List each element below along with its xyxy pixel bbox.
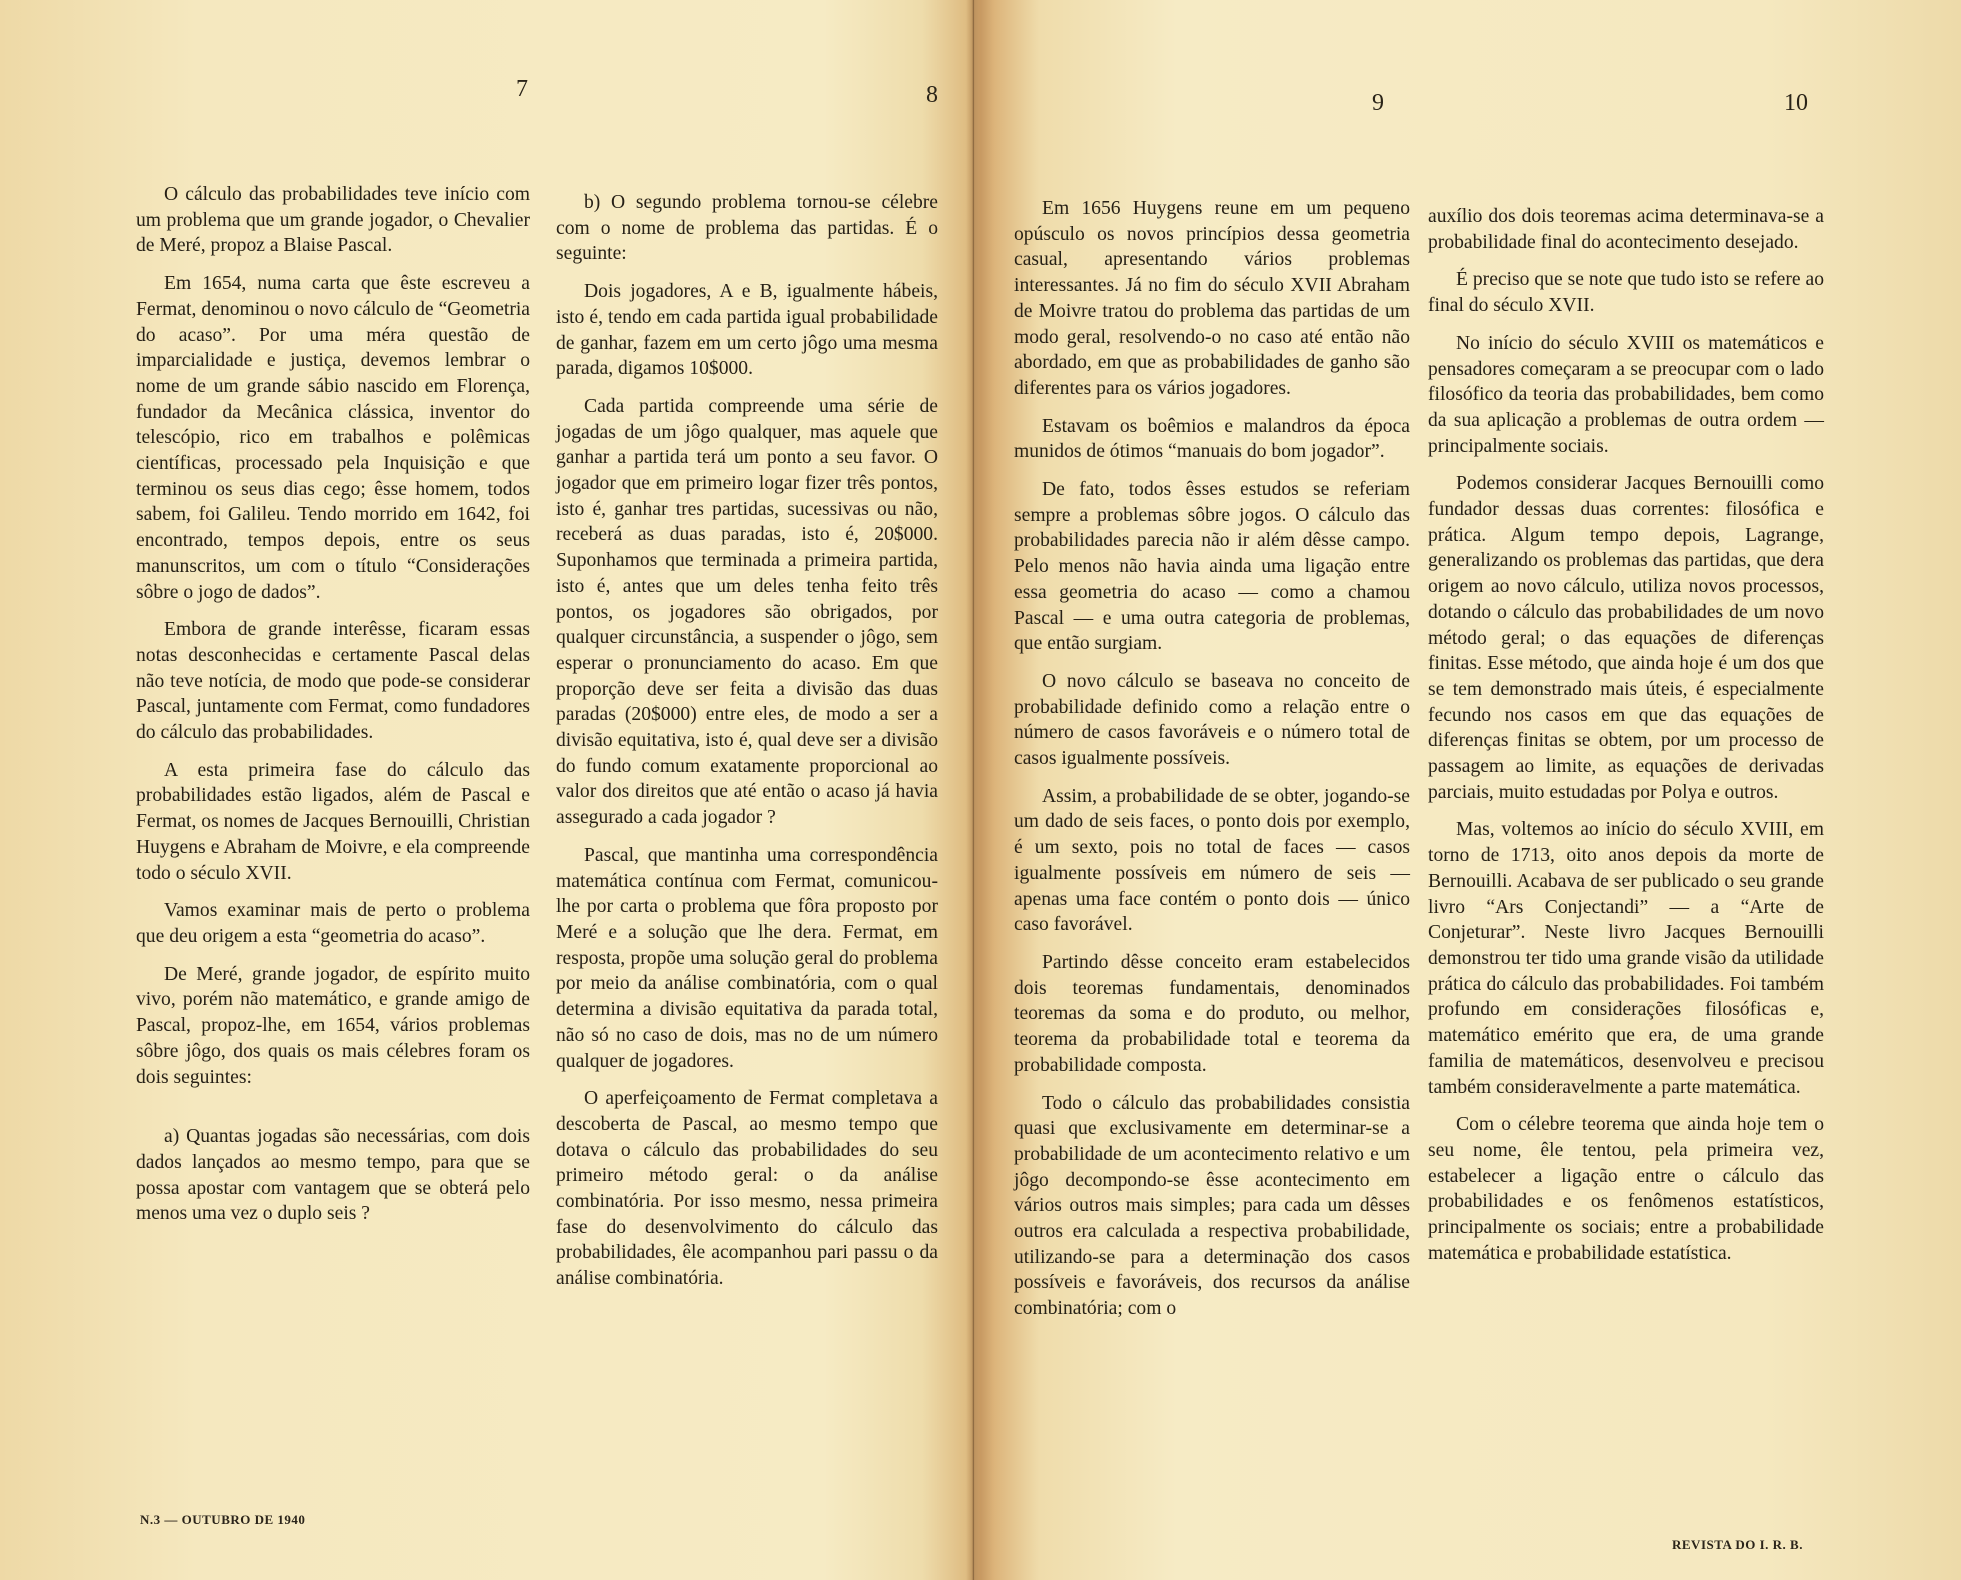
- paragraph: Embora de grande interêsse, ficaram essas notas desconhecidas e certamente Pascal delas não teve notícia, de modo que pode-se considerar Pascal, juntamente com Fermat, como fundadores do cálculo das probabilidades.: [136, 619, 530, 744]
- paragraph-item-b: b) O segundo problema tornou-se célebre com o nome de problema das partidas. É o seguinte:: [556, 192, 938, 265]
- paragraph: Em 1654, numa carta que êste escreveu a Fermat, denominou o novo cálculo de “Geometria do acaso”. Por uma méra questão de imparcialidade e justiça, devemos lembrar o nome de um grande sábio nascido em Florença, fundador da Mecânica clássica, inventor do telescópio, rico em trabalhos e polêmicas científicas, processado pela Inquisição e que terminou os seus dias cego; êsse homem, todos sabem, foi Galileu. Tendo morrido em 1642, foi encontrado, tempos depois, entre os seus manunscritos, um com o título “Considerações sôbre o jogo de dados”.: [136, 273, 530, 603]
- paragraph: É preciso que se note que tudo isto se refere ao final do século XVII.: [1428, 269, 1824, 317]
- paragraph: De fato, todos êsses estudos se referiam sempre a problemas sôbre jogos. O cálculo das probabilidades parecia não ir além dêsse campo. Pelo menos não havia ainda uma ligação entre essa geometria do acaso — como a chamou Pascal — e uma outra categoria de problemas, que então surgiam.: [1014, 479, 1410, 655]
- paragraph: O aperfeiçoamento de Fermat completava a descoberta de Pascal, ao mesmo tempo que dotava o cálculo das probabilidades do seu primeiro método geral: o da análise combinatória. Por isso mesmo, nessa primeira fase do desenvolvimento do cálculo das probabilidades, êle acompanhou pari passu o da análise combinatória.: [556, 1088, 938, 1290]
- paragraph: Todo o cálculo das probabilidades consistia quasi que exclusivamente em determinar-se a probabilidade de um acontecimento relativo e um jôgo decompondo-se êsse acontecimento em vários outros mais simples; para cada um dêsses outros era calculada a respectiva probabilidade, utilizando-se para a determinação dos casos possíveis e favoráveis, dos recursos da análise combinatória; com o: [1014, 1092, 1410, 1320]
- paragraph: Dois jogadores, A e B, igualmente hábeis, isto é, tendo em cada partida igual probabilidade de ganhar, fazem em um certo jôgo uma mesma parada, digamos 10$000.: [556, 281, 938, 380]
- paragraph: O cálculo das probabilidades teve início com um problema que um grande jogador, o Chevalier de Meré, propoz a Blaise Pascal.: [136, 184, 530, 257]
- paragraph: De Meré, grande jogador, de espírito muito vivo, porém não matemático, e grande amigo de Pascal, propoz-lhe, em 1654, vários problemas sôbre jôgo, dos quais os mais célebres foram os dois seguintes:: [136, 963, 530, 1088]
- paragraph: auxílio dos dois teoremas acima determinava-se a probabilidade final do acontecimento desejado.: [1428, 206, 1824, 253]
- page-gutter: [966, 0, 980, 1580]
- paragraph: Cada partida compreende uma série de jogadas de um jôgo qualquer, mas aquele que ganhar a partida terá um ponto a seu favor. O jogador que em primeiro logar fizer três pontos, isto é, ganhar tres partidas, sucessivas ou não, receberá as duas paradas, isto é, 20$000. Suponhamos que terminada a primeira partida, isto é, antes que um deles tenha feito três pontos, os jogadores são obrigados, por qualquer circunstância, a suspender o jôgo, sem esperar o pronunciamento do acaso. Em que proporção deve ser feita a divisão das duas paradas (20$000) entre eles, de modo a ser a divisão equitativa, isto é, qual deve ser a divisão do fundo comum exatamente proporcional ao valor dos direitos que até então o acaso já havia assegurado a cada jogador ?: [556, 395, 938, 829]
- column-page-9: [1014, 196, 1410, 1322]
- paragraph: Podemos considerar Jacques Bernouilli como fundador dessas duas correntes: filosófica e prática. Algum tempo depois, Lagrange, generalizando os problemas das partidas, que dera origem ao novo cálculo, utiliza novos processos, dotando o cálculo das probabilidades de um novo método geral; o das equações de diferenças finitas. Esse método, que ainda hoje é um dos que se tem demonstrado mais úteis, é especialmente fecundo nos casos em que das equações de diferenças finitas se obtem, por um processo de passagem ao limite, as equações de derivadas parciais, muito estudadas por Polya e outros.: [1428, 473, 1824, 803]
- paragraph: O novo cálculo se baseava no conceito de probabilidade definido como a relação entre o número de casos favoráveis e o número total de casos igualmente possíveis.: [1014, 670, 1410, 770]
- paragraph-item-a: a) Quantas jogadas são necessárias, com dois dados lançados ao mesmo tempo, para que se possa apostar com vantagem que se obterá pelo menos uma vez o duplo seis ?: [136, 1126, 530, 1225]
- paragraph: Com o célebre teorema que ainda hoje tem o seu nome, êle tentou, pela primeira vez, estabelecer a ligação entre o cálculo das probabilidades e os fenômenos estatísticos, principalmente os sociais; entre a probabilidade matemática e probabilidade estatística.: [1428, 1114, 1824, 1264]
- column-page-8: [556, 190, 938, 1292]
- paragraph: Pascal, que mantinha uma correspondência matemática contínua com Fermat, comunicou-lhe por carta o problema que fôra proposto por Meré e a solução que lhe dera. Fermat, em resposta, propõe uma solução geral do problema por meio da análise combinatória, com o qual determina a divisão equitativa da parada total, não só no caso de dois, mas no de um número qualquer de jogadores.: [556, 844, 938, 1072]
- page-number-7: 7: [516, 76, 528, 102]
- paragraph: Em 1656 Huygens reune em um pequeno opúsculo os novos princípios dessa geometria casual, apresentando vários problemas interessantes. Já no fim do século XVII Abraham de Moivre tratou do problema das partidas de um modo geral, resolvendo-o no caso até então não abordado, em que as probabilidades de ganho são diferentes para os vários jogadores.: [1014, 198, 1410, 399]
- paragraph: Partindo dêsse conceito eram estabelecidos dois teoremas fundamentais, denominados teoremas da soma e do produto, ou melhor, teorema da probabilidade total e teorema da probabilidade composta.: [1014, 951, 1410, 1076]
- paragraph: Mas, voltemos ao início do século XVIII, em torno de 1713, oito anos depois da morte de Bernouilli. Acabava de ser publicado o seu grande livro “Ars Conjectandi” — a “Arte de Conjeturar”. Neste livro Jacques Bernouilli demonstrou ter tido uma grande visão da utilidade prática do cálculo das probabilidades. Foi também profundo em considerações filosóficas e, matemático emérito que era, de uma grande familia de matemáticos, desenvolveu e precisou também consideravelmente a parte matemática.: [1428, 819, 1824, 1098]
- page-number-8: 8: [926, 82, 938, 108]
- page-number-10: 10: [1784, 90, 1808, 116]
- paragraph: No início do século XVIII os matemáticos e pensadores começaram a se preocupar com o lado filosófico da teoria das probabilidades, bem como da sua aplicação a problemas de outra ordem — principalmente sociais.: [1428, 332, 1824, 457]
- column-page-7: [136, 182, 530, 1227]
- paragraph: Estavam os boêmios e malandros da época munidos de ótimos “manuais do bom jogador”.: [1014, 415, 1410, 463]
- paragraph: Assim, a probabilidade de se obter, jogando-se um dado de seis faces, o ponto dois por exemplo, é um sexto, pois no total de faces — casos igualmente possíveis em número de seis — apenas uma face contém o ponto dois — único caso favorável.: [1014, 785, 1410, 936]
- page-number-9: 9: [1372, 90, 1384, 116]
- paragraph: Vamos examinar mais de perto o problema que deu origem a esta “geometria do acaso”.: [136, 900, 530, 947]
- footer-issue-date: N.3 — OUTUBRO DE 1940: [140, 1512, 306, 1527]
- column-page-10: [1428, 204, 1824, 1266]
- footer-journal-name: REVISTA DO I. R. B.: [1672, 1537, 1803, 1552]
- paragraph: A esta primeira fase do cálculo das probabilidades estão ligados, além de Pascal e Fermat, os nomes de Jacques Bernouilli, Christian Huygens e Abraham de Moivre, e ela compreende todo o século XVII.: [136, 759, 530, 884]
